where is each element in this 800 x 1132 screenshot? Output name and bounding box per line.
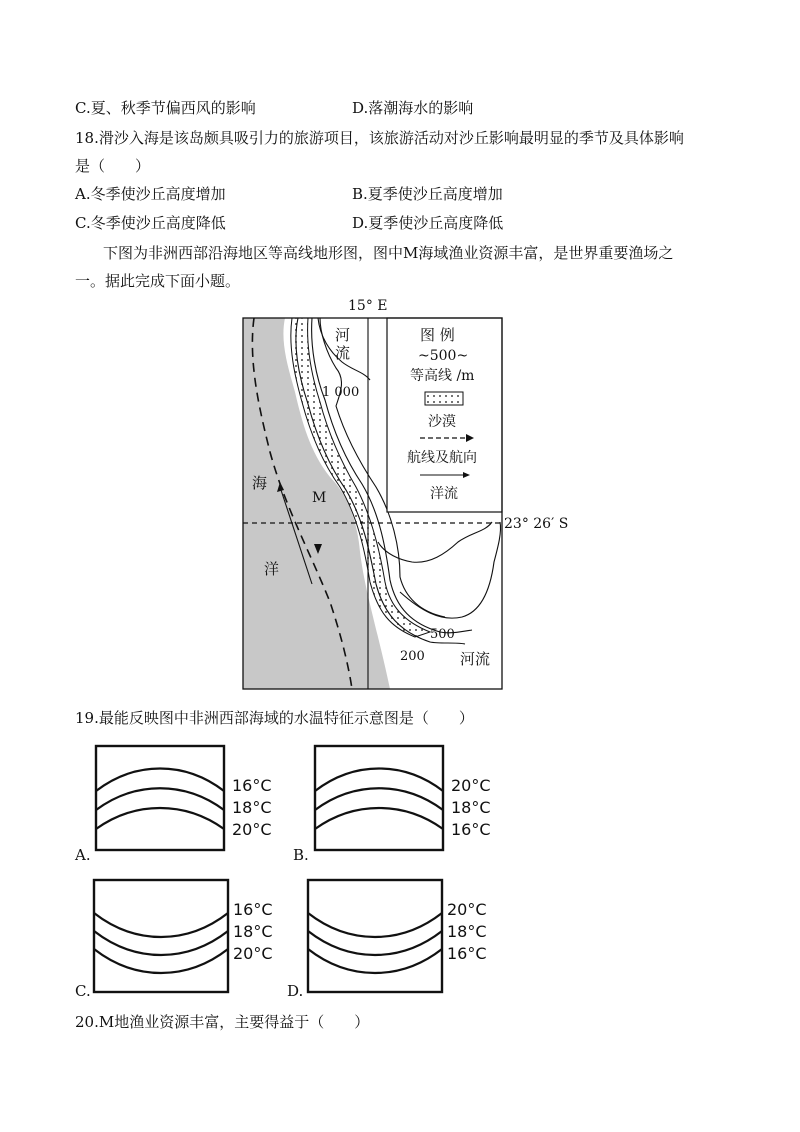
- coastal-contour-map: [240, 292, 569, 692]
- legend-desert-label: 沙漠: [428, 414, 456, 430]
- contour-label-500: 500: [430, 627, 455, 642]
- isotherm-label: 18°C: [447, 922, 487, 941]
- isotherm-label: 20°C: [447, 900, 487, 919]
- q19-option-a-letter: A.: [75, 846, 91, 864]
- q18-stem-line1: 18.滑沙入海是该岛颇具吸引力的旅游项目，该旅游活动对沙丘影响最明显的季节及具体影响: [75, 129, 684, 147]
- isotherm-label: 16°C: [233, 900, 273, 919]
- coast-east-outline: [378, 522, 492, 562]
- river-top-label-2: 流: [335, 344, 351, 362]
- isotherm: [94, 931, 228, 955]
- legend-current-label: 洋流: [430, 486, 458, 502]
- legend-title: 图 例: [420, 326, 455, 344]
- legend-desert-swatch: [425, 392, 463, 405]
- diagram-c: [93, 877, 293, 997]
- diagram-d: [307, 877, 507, 997]
- q19-stem: 19.最能反映图中非洲西部海域的水温特征示意图是（ ）: [75, 709, 474, 727]
- diagram-b: [314, 743, 514, 853]
- q19-option-d-letter: D.: [287, 982, 304, 1000]
- q17-option-d: D.落潮海水的影响: [352, 99, 474, 117]
- isotherm: [96, 808, 224, 829]
- contour-label-1000: 1 000: [322, 385, 360, 400]
- isotherm: [308, 913, 442, 937]
- legend-contour-label: 等高线 /m: [410, 368, 475, 384]
- isotherm-label: 16°C: [451, 820, 491, 839]
- ocean-label: 洋: [264, 560, 280, 578]
- intro-line1: 下图为非洲西部沿海地区等高线地形图，图中M海域渔业资源丰富，是世界重要渔场之: [103, 244, 674, 262]
- q19-option-b-letter: B.: [293, 846, 309, 864]
- isotherm: [315, 788, 443, 810]
- q20-stem: 20.M地渔业资源丰富，主要得益于（ ）: [75, 1013, 370, 1031]
- isotherm: [308, 949, 442, 973]
- legend-route-label: 航线及航向: [407, 450, 477, 466]
- q18-option-c: C.冬季使沙丘高度降低: [75, 214, 226, 232]
- isotherm: [94, 949, 228, 973]
- isotherm: [94, 913, 228, 937]
- isotherm-label: 20°C: [233, 944, 273, 963]
- isotherm-label: 16°C: [232, 776, 272, 795]
- q19-option-c-letter: C.: [75, 982, 91, 1000]
- q18-option-a: A.冬季使沙丘高度增加: [75, 185, 226, 203]
- river-top-label-1: 河: [335, 326, 351, 344]
- isotherm-label: 20°C: [232, 820, 272, 839]
- isotherm: [315, 808, 443, 829]
- contour-label-200: 200: [400, 649, 425, 664]
- latitude-label: 23° 26′ S: [504, 516, 569, 532]
- q18-option-b: B.夏季使沙丘高度增加: [352, 185, 503, 203]
- isotherm-label: 18°C: [232, 798, 272, 817]
- q17-option-c: C.夏、秋季节偏西风的影响: [75, 99, 256, 117]
- q18-stem-line2: 是（ ）: [75, 157, 151, 175]
- legend-contour-sample: ~500~: [418, 348, 469, 364]
- isotherm-label: 20°C: [451, 776, 491, 795]
- intro-line2: 一。据此完成下面小题。: [75, 272, 241, 290]
- diagram-a: [95, 743, 295, 853]
- m-label: M: [312, 490, 327, 506]
- isotherm-label: 16°C: [447, 944, 487, 963]
- q18-option-d: D.夏季使沙丘高度降低: [352, 214, 504, 232]
- isotherm: [96, 788, 224, 810]
- longitude-label: 15° E: [348, 298, 388, 314]
- isotherm-label: 18°C: [233, 922, 273, 941]
- river-bottom: [400, 522, 501, 618]
- river-bottom-label: 河流: [460, 650, 491, 668]
- isotherm-label: 18°C: [451, 798, 491, 817]
- isotherm: [308, 931, 442, 955]
- sea-label: 海: [252, 474, 268, 492]
